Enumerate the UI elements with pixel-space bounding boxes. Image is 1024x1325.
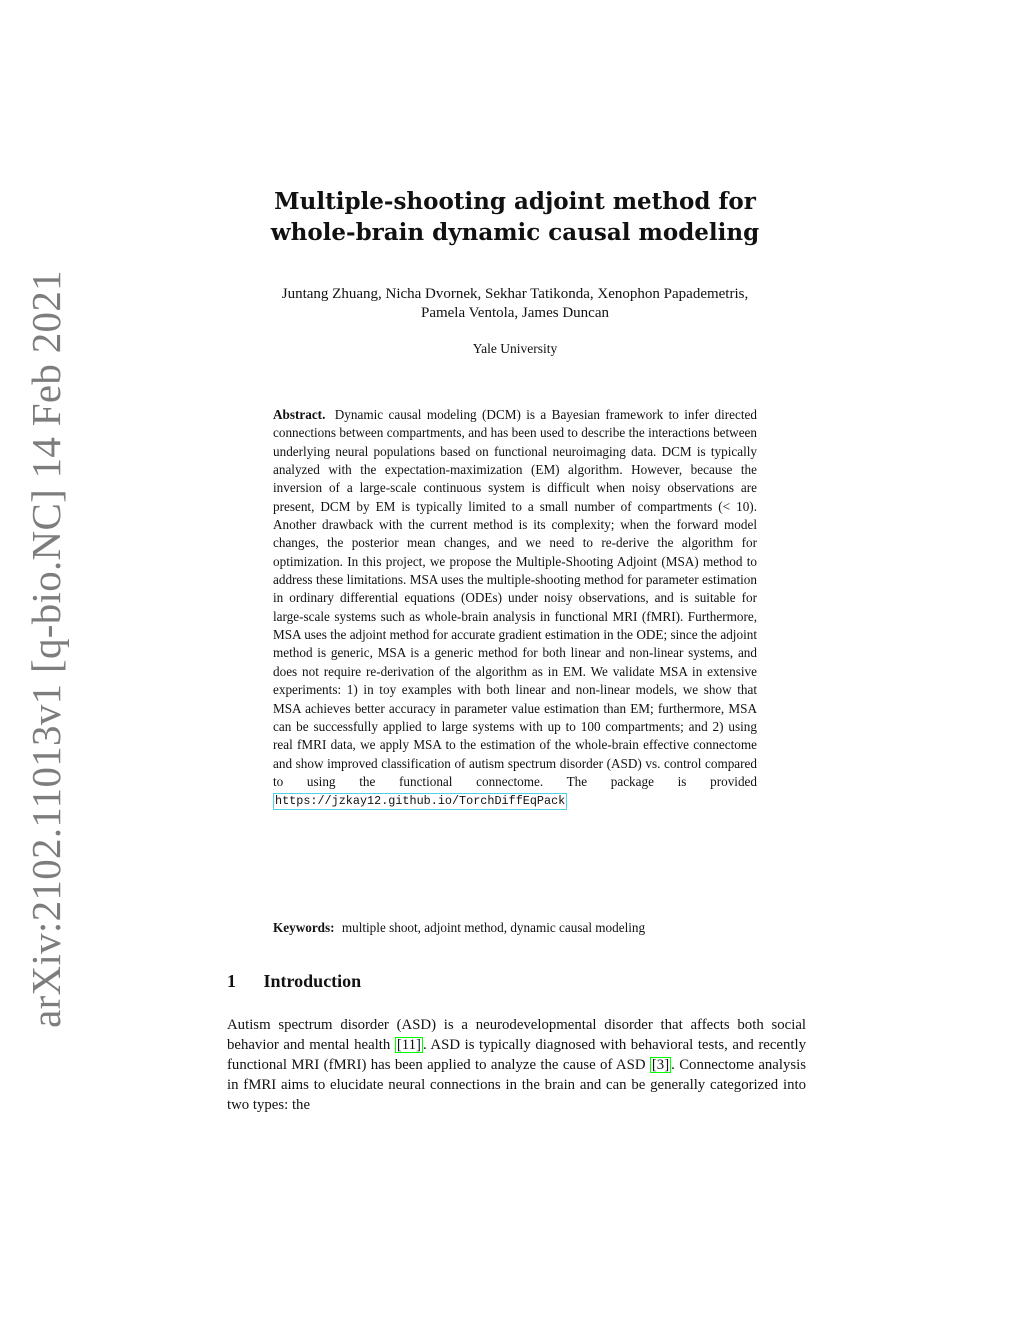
package-link[interactable]: https://jzkay12.github.io/TorchDiffEqPack [275,794,566,809]
authors-line-1: Juntang Zhuang, Nicha Dvornek, Sekhar Tatikonda, Xenophon Papademetris, [281,286,749,302]
title-line-2: whole-brain dynamic causal modeling [270,219,760,246]
title-line-1: Multiple-shooting adjoint method for [274,188,756,215]
keywords-text: multiple shoot, adjoint method, dynamic causal modeling [341,920,646,935]
affiliation: Yale University [472,341,558,356]
author-list [210,285,820,323]
intro-paragraph [227,1015,806,1115]
intro-text-part-1: Autism spectrum disorder (ASD) is a neurodevelopmental disorder that affects both social behavior and mental health [227,1017,806,1053]
arxiv-identifier: arXiv:2102.11013v1 [q-bio.NC] 14 Feb 2021 [23,270,69,1028]
citation-link[interactable]: [11] [396,1037,421,1053]
citation-link[interactable]: [3] [651,1057,670,1073]
section-number: 1 [227,971,236,991]
keywords [273,920,757,936]
abstract [273,406,757,810]
abstract-heading: Abstract. [273,407,326,422]
paper-title [230,186,800,248]
intro-text-part-3: . Connectome analysis in fMRI aims to elucidate neural connections in the brain and can be generally categorized into two types: the [227,1057,807,1113]
authors-line-2: Pamela Ventola, James Duncan [420,305,609,321]
intro-text-part-2: . ASD is typically diagnosed with behavioral tests, and recently functional MRI (fMRI) has been applied to analyze the cause of ASD [227,1037,806,1073]
section-heading [227,971,361,992]
arxiv-sidebar [20,270,72,1028]
abstract-text: Dynamic causal modeling (DCM) is a Bayesian framework to infer directed connections between compartments, and has been used to describe the interactions between underlying neural populations based on functional neuroimaging data. DCM is typically analyzed with the expectation-maximization (EM) algorithm. However, because the inversion of a large-scale continuous system is difficult when noisy observations are present, DCM by EM is typically limited to a small number of compartments (< 10). Another drawback with the current method is its complexity; when the forward model changes, the posterior mean changes, and we need to re-derive the algorithm for optimization. In this project, we propose the Multiple-Shooting Adjoint (MSA) method to address these limitations. MSA uses the multiple-shooting method for parameter estimation in ordinary differential equations (ODEs) under noisy observations, and is suitable for large-scale systems such as whole-brain analysis in functional MRI (fMRI). Furthermore, MSA uses the adjoint method for accurate gradient estimation in the ODE; since the adjoint method is generic, MSA is a generic method for both linear and non-linear systems, and does not require re-derivation of the algorithm as in EM. We validate MSA in extensive experiments: 1) in toy examples with both linear and non-linear models, we show that MSA achieves better accuracy in parameter value estimation than EM; furthermore, MSA can be successfully applied to large systems with up to 100 compartments; and 2) using real fMRI data, we apply MSA to the estimation of the whole-brain effective connectome and show improved classification of autism spectrum disorder (ASD) vs. control compared to using the functional connectome. The package is provided [273,407,758,789]
keywords-heading: Keywords: [273,920,335,935]
section-title: Introduction [263,971,362,991]
